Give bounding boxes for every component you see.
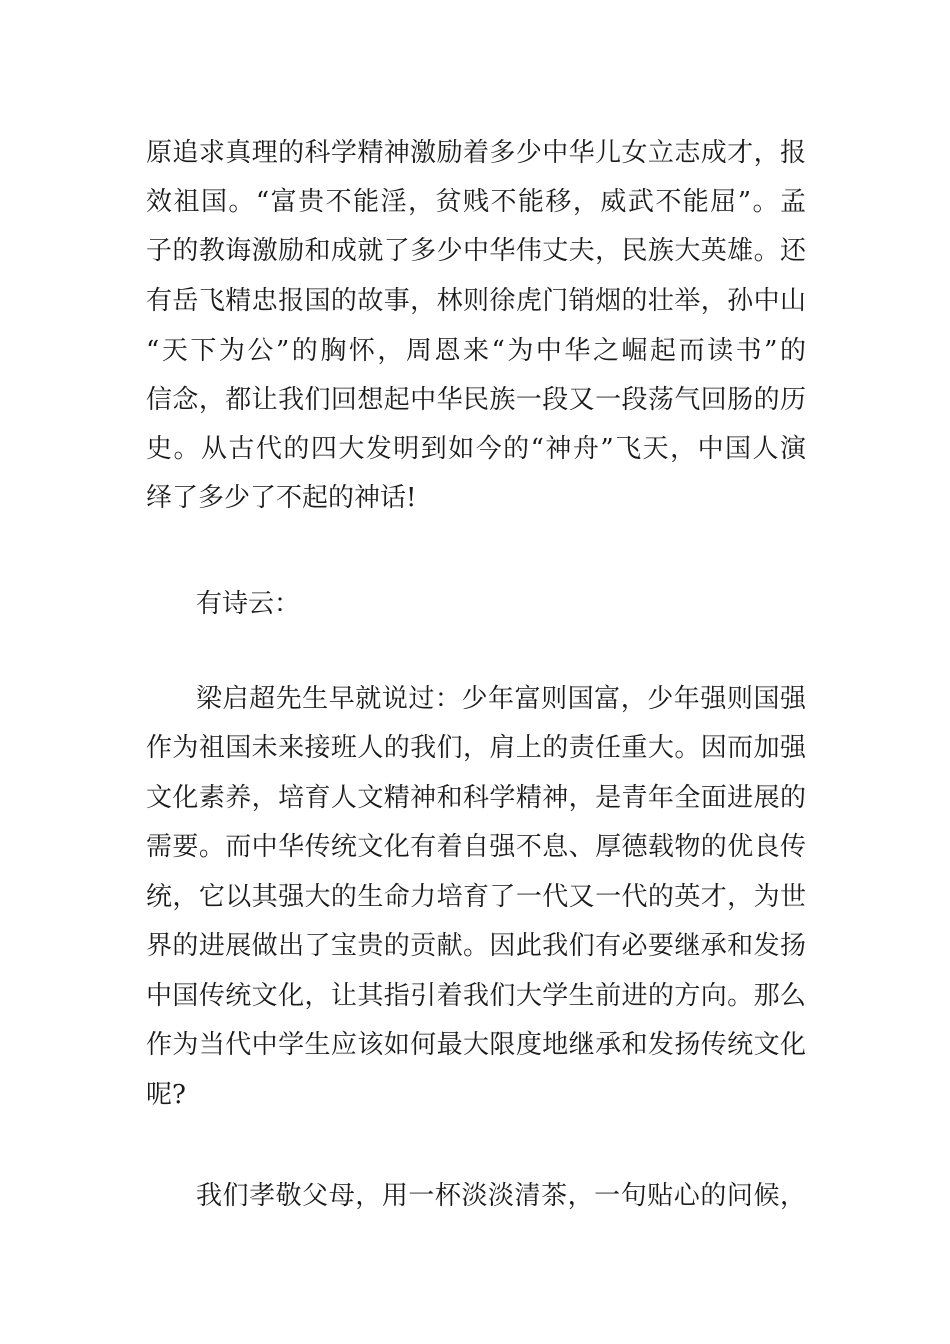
text-line: 绎了多少了不起的神话! (146, 483, 417, 513)
text-line: 梁启超先生早就说过：少年富则国富，少年强则国强 (196, 684, 806, 714)
text-line: 史。从古代的四大发明到如今的“神舟”飞天，中国人演 (146, 434, 806, 464)
text-line: 原追求真理的科学精神激励着多少中华儿女立志成才，报 (146, 138, 806, 168)
text-line: 作为祖国未来接班人的我们，肩上的责任重大。因而加强 (146, 733, 806, 763)
text-line: “天下为公”的胸怀，周恩来“为中华之崛起而读书”的 (146, 336, 806, 366)
text-line: 作为当代中学生应该如何最大限度地继承和发扬传统文化 (146, 1030, 806, 1060)
text-line: 效祖国。“富贵不能淫，贫贱不能移，威武不能屈”。孟 (146, 187, 806, 217)
text-line: 界的进展做出了宝贵的贡献。因此我们有必要继承和发扬 (146, 931, 806, 961)
text-line: 统，它以其强大的生命力培育了一代又一代的英才，为世 (146, 882, 806, 912)
text-line: 呢? (146, 1080, 186, 1110)
text-line: 需要。而中华传统文化有着自强不息、厚德载物的优良传 (146, 832, 806, 862)
text-line: 有岳飞精忠报国的故事，林则徐虎门销烟的壮举，孙中山 (146, 286, 806, 316)
text-line: 子的教诲激励和成就了多少中华伟丈夫，民族大英雄。还 (146, 236, 806, 266)
text-line: 我们孝敬父母，用一杯淡淡清茶，一句贴心的问候， (196, 1181, 806, 1211)
text-line: 有诗云： (196, 589, 301, 619)
text-line: 文化素养，培育人文精神和科学精神，是青年全面进展的 (146, 783, 806, 813)
text-line: 信念，都让我们回想起中华民族一段又一段荡气回肠的历 (146, 385, 806, 415)
text-line: 中国传统文化，让其指引着我们大学生前进的方向。那么 (146, 981, 806, 1011)
